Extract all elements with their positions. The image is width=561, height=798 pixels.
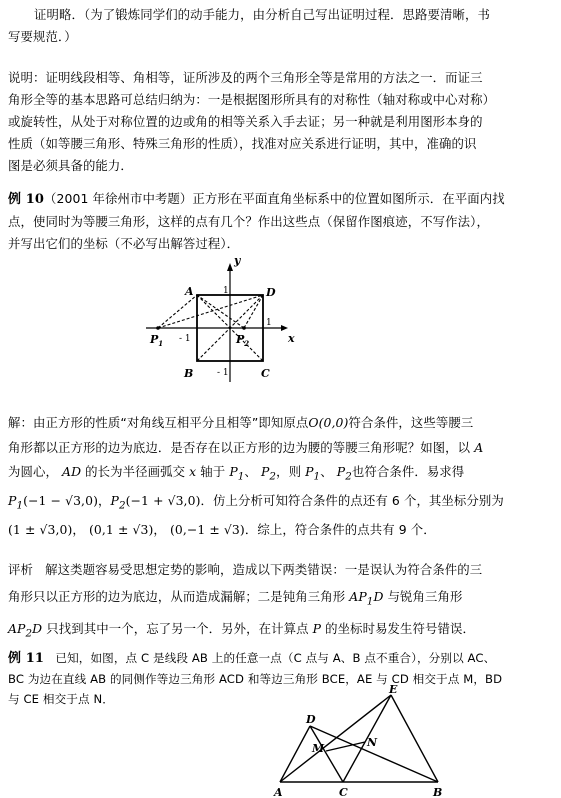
tick-label-bottom: - 1 xyxy=(217,368,229,378)
explanation-line-2: 角形全等的基本思路可总结归纳为：一是根据图形所具有的对称性（轴对称或中心对称） xyxy=(8,92,496,107)
fig2-label-e: E xyxy=(389,683,398,696)
example-10-line-3: 并写出它们的坐标（不必写出解答过程）． xyxy=(8,236,240,251)
fig2-label-a: A xyxy=(274,786,283,798)
fig2-label-b: B xyxy=(433,786,443,798)
label-c: C xyxy=(261,367,270,380)
square-coordinate-figure xyxy=(138,250,304,386)
label-y: y xyxy=(234,254,241,267)
p2-point xyxy=(242,326,246,330)
tick-label-left: - 1 xyxy=(179,334,191,344)
equilateral-triangles-figure xyxy=(270,682,470,798)
explanation-line-3: 或旋转性，从处于对称位置的边或角的相等关系入手去证；另一种就是利用图形本身的 xyxy=(8,114,483,129)
proof-line-2: 写要规范．） xyxy=(8,29,77,44)
review-label: 评析 xyxy=(8,562,33,577)
y-axis-arrow xyxy=(227,263,233,271)
example-10-line-1 xyxy=(8,188,548,211)
review-line-2: 角形只以正方形的边为底边，从而造成漏解；二是钝角三角形 $AP_1D$ 与锐角三角形 xyxy=(8,589,463,608)
label-p1: $P_1$ xyxy=(150,333,164,348)
label-b: B xyxy=(184,367,194,380)
label-d: D xyxy=(266,286,276,299)
explanation-line-4: 性质（如等腰三角形、特殊三角形的性质），找准对应关系进行证明，其中，准确的识 xyxy=(8,136,477,151)
example-10-label: 例 10 xyxy=(8,192,45,207)
explanation-line-5: 图是必须具备的能力． xyxy=(8,158,133,173)
proof-line-1: 证明略．（为了锻炼同学们的动手能力，由分析自己写出证明过程．思路要清晰，书 xyxy=(34,7,490,22)
fig2-label-d: D xyxy=(306,713,316,726)
explanation-line-1: 说明：证明线段相等、角相等，证所涉及的两个三角形全等是常用的方法之一．而证三 xyxy=(8,70,483,85)
p2-coordinate: (−1 + √3,0) xyxy=(125,493,201,509)
fig2-label-n: N xyxy=(367,736,378,749)
origin-coordinate: O(0,0) xyxy=(308,415,349,430)
solution-line-5: (1 ± √3,0)， (0,1 ± √3)， (0,−1 ± √3)．综上，符合条件的点共有 9 个． xyxy=(8,522,436,538)
example-10-text-1: （2001 年徐州市中考题）正方形在平面直角坐标系中的位置如图所示．在平面内找 xyxy=(44,191,505,206)
solution-line-4: $P_1(-1 - √3,0)$，$P_2(-1 + √3,0)$．仿上分析可知符合条件的点还有 6 个，其坐标分别为 xyxy=(8,493,504,512)
p1-point xyxy=(156,326,160,330)
fig2-label-m: M xyxy=(312,742,325,755)
example-11-line-1: 例 11 已知，如图，点 C 是线段 AB 上的任意一点（C 点与 A、B 点不重合），分别以 AC、 xyxy=(8,651,496,666)
point-a-ref: A xyxy=(474,439,484,455)
label-p2: $P_2$ xyxy=(236,333,250,348)
figure-lines xyxy=(280,695,438,782)
solution-line-2: 角形都以正方形的边为底边．是否存在以正方形的边为腰的等腰三角形呢？如图，以 A xyxy=(8,439,484,455)
tick-label-top: 1 xyxy=(223,286,229,296)
example-10-line-2: 点，使同时为等腰三角形，这样的点有几个？作出这些点（保留作图痕迹，不写作法）， xyxy=(8,214,489,229)
p1-coordinate: (−1 − √3,0) xyxy=(23,493,99,509)
label-x: x xyxy=(288,332,295,345)
review-line-3: $AP_2D$ 只找到其中一个，忘了另一个．另外，在计算点 P 的坐标时易发生符号错误． xyxy=(8,621,475,640)
x-axis-arrow xyxy=(281,325,288,331)
review-paragraph xyxy=(8,556,548,648)
explanation-paragraph xyxy=(8,67,548,177)
solution-line-1: 解：由正方形的性质“对角线互相平分且相等”即知原点O(0,0)符合条件，这些等腰三 xyxy=(8,415,474,430)
example-11-label: 例 11 xyxy=(8,651,45,666)
review-line-1: 评析 解这类题容易受思想定势的影响，造成以下两类错误：一是误认为符合条件的三 xyxy=(8,562,483,577)
example-11-line-2: BC 为边在直线 AB 的同侧作等边三角形 ACD 和等边三角形 BCE，AE 与 CD 相交于点 M，BD xyxy=(8,672,503,686)
solution-paragraph xyxy=(8,411,548,543)
label-a: A xyxy=(185,285,194,298)
example-10-paragraph xyxy=(8,188,548,255)
fig2-label-c: C xyxy=(339,786,348,798)
solution-line-3: 为圆心， AD 的长为半径画弧交 x 轴于 $P_1$、 $P_2$，则 $P_1$、 $P_2$也符合条件．易求得 xyxy=(8,464,465,483)
tick-label-right: 1 xyxy=(266,318,272,328)
example-11-line-3: 与 CE 相交于点 N． xyxy=(8,692,114,706)
proof-omitted-paragraph xyxy=(8,4,548,48)
